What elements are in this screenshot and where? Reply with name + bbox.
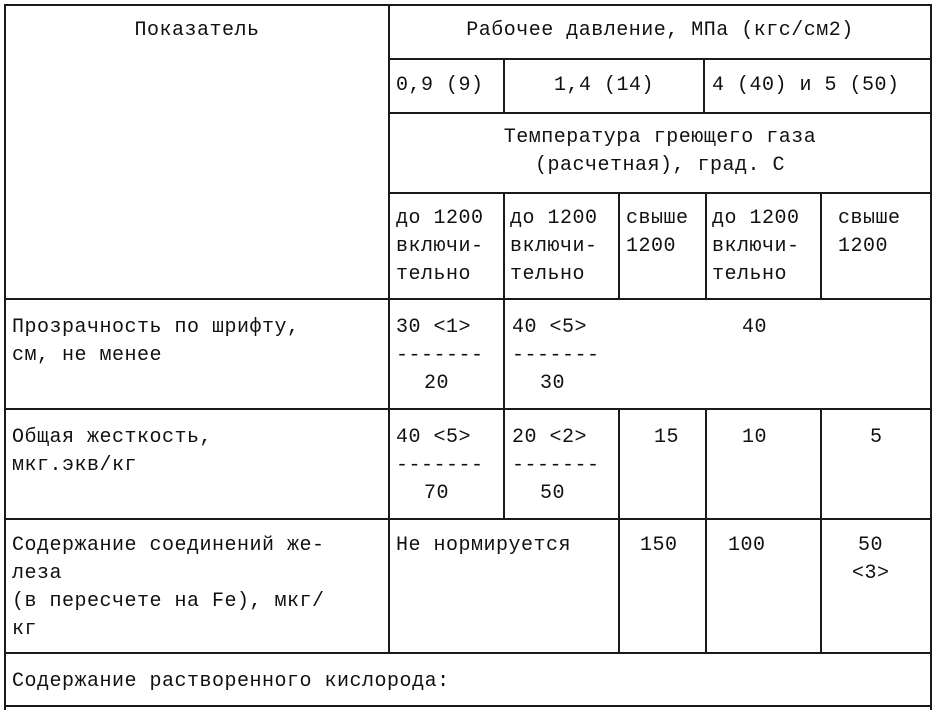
- rule-label-column: [388, 4, 390, 652]
- header-temperature-line2: (расчетная), град. С: [534, 154, 786, 177]
- document-page: Показатель Рабочее давление, МПа (кгс/см2) 0,9 (9) 1,4 (14) 4 (40) и 5 (50) Температура греющего газа (расчетная), град. С до 1200 включи- тельно до 1200 включи- тельно свыше 1200 до 1200 включи- тельно свыше 1200 Прозрачность по шрифту, см, не менее 30 <1> ------- 20 40 <5> ------- 30 40 Общая жесткость, мкг.экв/кг 40 <5> ------- 70 20 <2> ------- 50 15 10 5 Содержание соединений же- леза (в пересчете на Fe), мкг/ кг Не нормируется 150 100 50 <3> Содержание растворенного кислорода:: [0, 0, 938, 710]
- rule-row-1: [4, 298, 932, 300]
- header-indicator: Показатель: [134, 19, 260, 42]
- row-iron-merged: Не нормируется: [396, 534, 572, 557]
- table-border-right: [930, 4, 932, 710]
- rule-col-4-5: [820, 192, 822, 298]
- header-pressure-2: 1,4 (14): [553, 74, 654, 97]
- rule-col-4-5-lower: [820, 408, 822, 652]
- rule-col-3-4-lower: [705, 408, 707, 652]
- header-pressure-1: 0,9 (9): [396, 74, 484, 97]
- rule-col-3-4: [705, 192, 707, 298]
- rule-col-1-2: [503, 192, 505, 518]
- row-transparency-merged: 40: [742, 316, 768, 339]
- row-iron-col-3: 150: [640, 534, 678, 557]
- rule-under-pressure: [388, 58, 932, 60]
- rule-p2-p3: [703, 58, 705, 112]
- rule-col-2-3: [618, 192, 620, 298]
- header-temperature-line1: Температура греющего газа: [503, 126, 817, 149]
- rule-col-2-3-lower: [618, 408, 620, 518]
- table-border-top: [4, 4, 932, 6]
- rule-row-2: [4, 408, 932, 410]
- rule-row-5: [4, 705, 932, 707]
- row-hardness-col-3: 15: [654, 426, 680, 449]
- row-iron-col-4: 100: [728, 534, 766, 557]
- row-hardness-col-4: 10: [742, 426, 768, 449]
- rule-under-pressure-values: [388, 112, 932, 114]
- rule-row-3: [4, 518, 932, 520]
- table-border-left: [4, 4, 6, 710]
- rule-merged-iron: [618, 518, 620, 652]
- row-oxygen-label: Содержание растворенного кислорода:: [12, 670, 450, 693]
- header-pressure: Рабочее давление, МПа (кгс/см2): [466, 19, 854, 42]
- header-pressure-3: 4 (40) и 5 (50): [712, 74, 900, 97]
- rule-row-4: [4, 652, 932, 654]
- rule-under-temperature: [388, 192, 932, 194]
- row-hardness-col-5: 5: [870, 426, 883, 449]
